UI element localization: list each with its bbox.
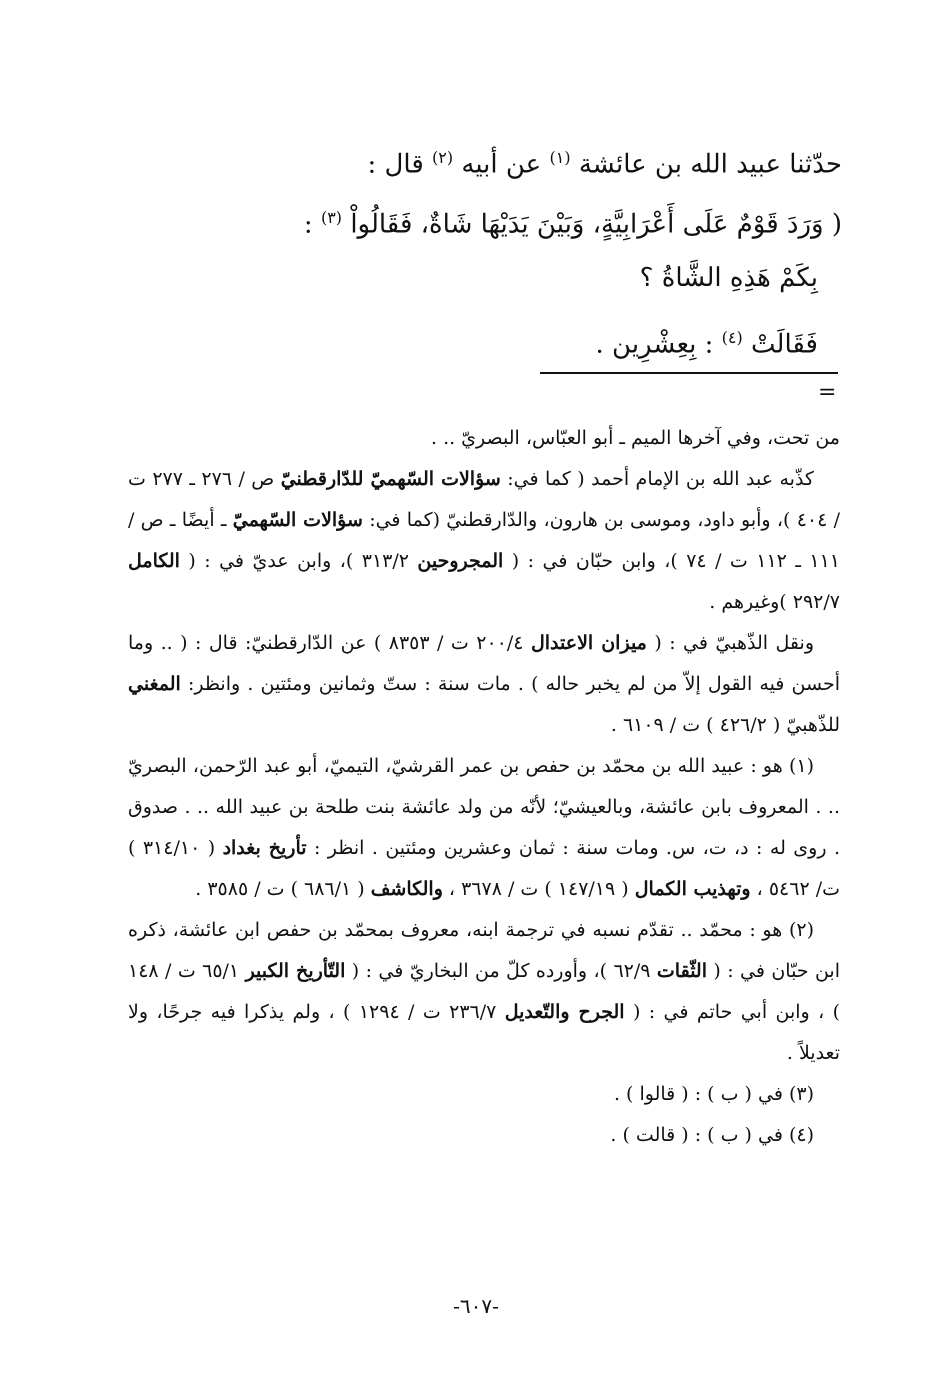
footnote-ref-2: (٢) — [432, 148, 454, 167]
main-line-4: فَقَالَتْ $^{(٤)}$ : بِعِشْرِين . — [595, 328, 818, 360]
footnotes — [128, 418, 840, 1156]
main-line-2: ( وَرَدَ قَوْمٌ عَلَى أَعْرَابِيَّةٍ، وَبَيْنَ يَدَيْهَا شَاةٌ، فَقَالُواْ $^{(٣)}$ : — [303, 208, 842, 240]
footnote-continuation-2: كذّبه عبد الله بن الإمام أحمد ( كما في: سؤالات السّهميّ للدّارقطنيّ ص / ٢٧٦ ـ ٢٧٧ ت / ٤٠٤ )، وأبو داود، وموسى بن هارون، والدّارقطنيّ (كما في: سؤالات السّهميّ ـ أيضًا ـ ص / ١١١ ـ ١١٢ ت / ٧٤ )، وابن حبّان في : ( المجروحين ٣١٣/٢ )، وابن عديّ في : ( الكامل ٢٩٢/٧ )وغيرهم . — [128, 468, 840, 613]
footnote-continuation-3: ونقل الذّهبيّ في : ( ميزان الاعتدال ٢٠٠/٤ ت / ٨٣٥٣ ) عن الدّارقطنيّ: قال : ( .. وما أحسن فيه القول إلاّ من لم يخبر حاله ) . مات سنة : ستّ وثمانين ومئتين . وانظر: المغني للذّهبيّ ( ٤٢٦/٢ ) ت / ٦١٠٩ . — [128, 632, 840, 736]
footnote-ref-3: (٣) — [320, 208, 343, 227]
footnote-4: (٤) في ( ب ) : ( قالت ) . — [610, 1124, 814, 1146]
footnote-separator-rule — [540, 372, 838, 374]
footnote-ref-1: (١) — [549, 148, 571, 167]
footnote-3: (٣) في ( ب ) : ( قالوا ) . — [613, 1083, 814, 1105]
footnote-ref-4: (٤) — [721, 328, 743, 347]
main-line-1: حدّثنا عبيد الله بن عائشة $^{(١)}$ عن أبيه $^{(٢)}$ قال : — [367, 148, 842, 180]
footnote-continuation-1: من تحت، وفي آخرها الميم ـ أبو العبّاس، البصريّ .. . — [430, 427, 840, 449]
continuation-mark: = — [818, 380, 837, 405]
footnote-1: (١) هو : عبيد الله بن محمّد بن حفص بن عمر القرشيّ، التيميّ، أبو عبد الرّحمن، البصريّ .. . المعروف بابن عائشة، وبالعيشيّ؛ لأنّه من ولد عائشة بنت طلحة بن عبيد الله .. . صدوق . روى له : د، ت، س. ومات سنة : ثمان وعشرين ومئتين . انظر : تأريخ بغداد ( ٣١٤/١٠ ) ت/ ٥٤٦٢ ، وتهذيب الكمال ( ١٤٧/١٩ ) ت / ٣٦٧٨ ، والكاشف ( ٦٨٦/١ ) ت / ٣٥٨٥ . — [128, 755, 840, 900]
page-number: -٦٠٧- — [453, 1294, 499, 1318]
footnote-2: (٢) هو : محمّد .. تقدّم نسبه في ترجمة ابنه، معروف بمحمّد بن حفص ابن عائشة، ذكره ابن حبّان في : ( الثّقات ٦٢/٩ )، وأورده كلّ من البخاريّ في : ( التّأريخ الكبير ٦٥/١ ت / ١٤٨ ) ، وابن أبي حاتم في : ( الجرح والتّعديل ٢٣٦/٧ ت / ١٢٩٤ ) ، ولم يذكرا فيه جرحًا، ولا تعديلاً . — [128, 919, 840, 1064]
main-line-3: بِكَمْ هَذِهِ الشَّاةُ ؟ — [639, 263, 818, 293]
main-text — [122, 128, 842, 368]
